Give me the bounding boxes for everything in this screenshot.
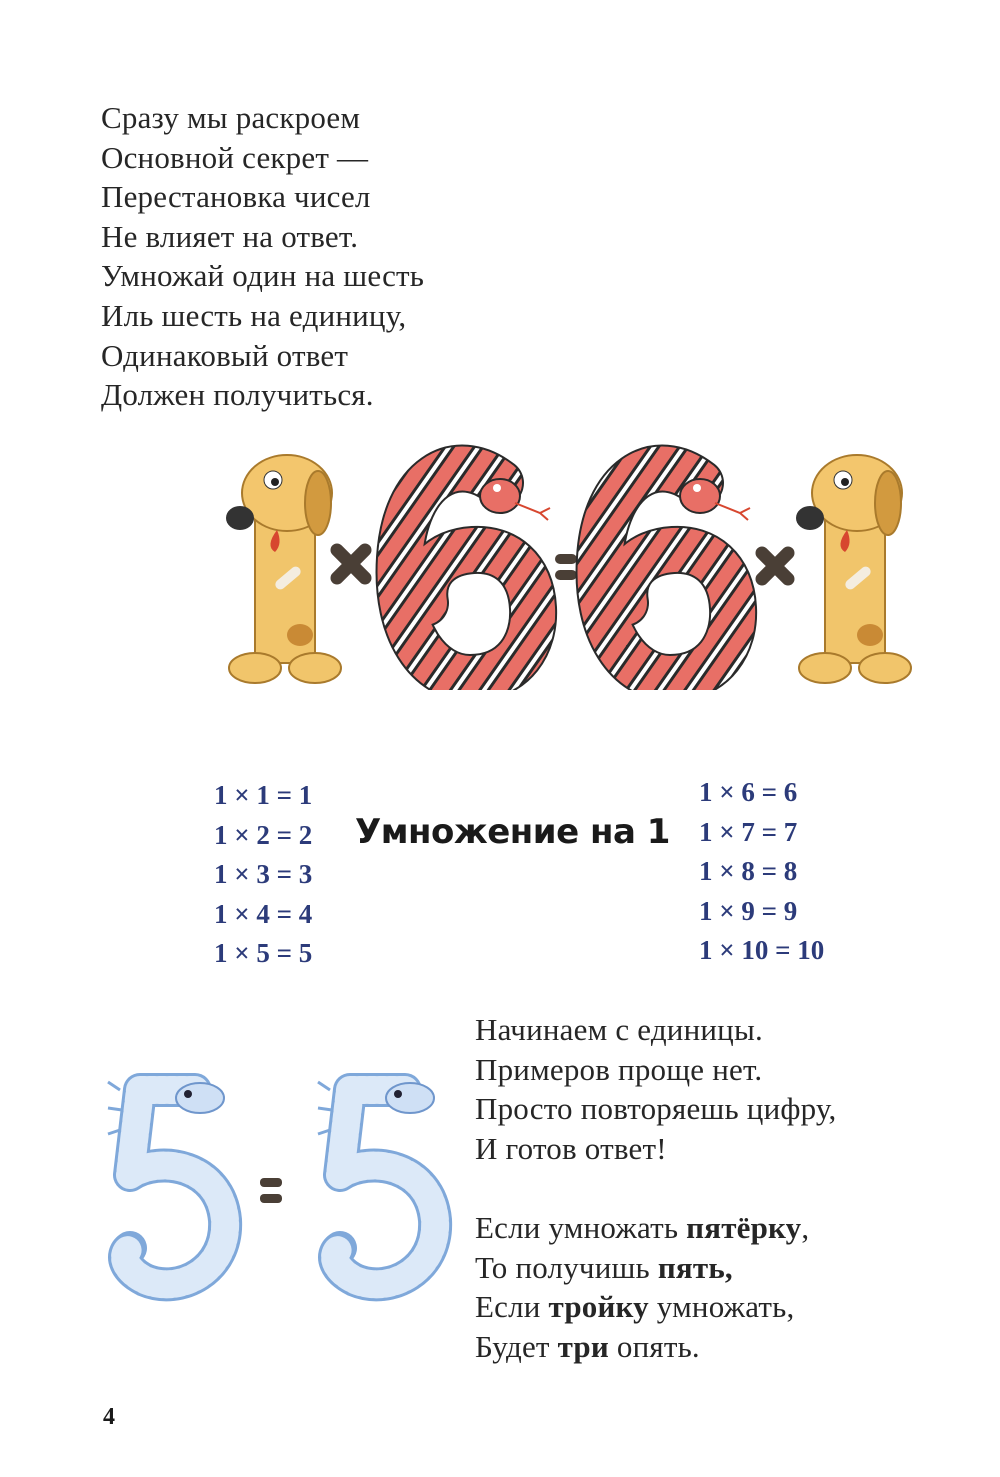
- poem-text: ,: [801, 1210, 810, 1245]
- multiplication-row: 1 × 9 = 9: [699, 895, 798, 926]
- multiplication-row: 1 × 6 = 6: [699, 777, 798, 807]
- poem-line: Сразу мы раскроем: [101, 100, 361, 135]
- poem-emphasis: тройку: [548, 1289, 649, 1325]
- poem-line: Примеров проще нет.: [475, 1051, 763, 1087]
- multiplication-row: 1 × 5 = 5: [214, 938, 313, 969]
- poem-text: Если: [475, 1289, 549, 1325]
- equals-sign-icon: [555, 554, 577, 580]
- poem-text: умножать,: [648, 1289, 795, 1325]
- five-equals-five-illustration: [100, 1070, 460, 1310]
- poem-line: Умножай один на шесть: [101, 258, 425, 294]
- multiplication-list-right: [699, 773, 824, 971]
- multiplication-row: 1 × 4 = 4: [214, 898, 313, 929]
- poem-bottom: [475, 1208, 809, 1366]
- multiply-sign-icon: [337, 550, 365, 578]
- poem-line: Должен получиться.: [101, 377, 374, 413]
- multiplication-row: 1 × 10 = 10: [699, 935, 825, 966]
- poem-line: Основной секрет —: [101, 139, 369, 175]
- poem-line: [475, 1208, 809, 1248]
- multiplication-row: 1 × 8 = 8: [699, 856, 798, 887]
- snake-six-icon: [400, 469, 550, 678]
- table-title: Умножение на 1: [355, 812, 670, 852]
- poem-top: [101, 98, 424, 415]
- poem-line: Начинаем с единицы.: [475, 1012, 763, 1047]
- poem-line: [475, 1248, 809, 1288]
- multiply-sign-icon: [762, 553, 788, 579]
- poem-line: [475, 1327, 809, 1367]
- equation-illustration: [215, 438, 920, 690]
- dog-one-icon: [226, 455, 341, 683]
- snake-six-icon: [600, 469, 750, 678]
- multiplication-row: 1 × 3 = 3: [214, 859, 313, 890]
- multiplication-row: 1 × 7 = 7: [699, 816, 798, 847]
- page-number: 4: [103, 1404, 115, 1430]
- poem-line: [475, 1287, 809, 1327]
- equals-sign-icon: [260, 1178, 282, 1203]
- poem-line: Перестановка чисел: [101, 179, 371, 215]
- seahorse-five-icon: [108, 1082, 225, 1284]
- poem-line: И готов ответ!: [475, 1130, 667, 1166]
- poem-text: опять.: [608, 1328, 700, 1364]
- poem-line: Не влияет на ответ.: [101, 218, 359, 254]
- poem-middle: [475, 1010, 836, 1168]
- poem-emphasis: три: [557, 1328, 609, 1364]
- poem-emphasis: пять,: [657, 1249, 733, 1285]
- seahorse-five-icon: [318, 1082, 435, 1284]
- poem-line: Просто повторяешь цифру,: [475, 1091, 837, 1127]
- dog-one-icon: [796, 455, 911, 683]
- poem-text: Если умножать: [475, 1210, 687, 1245]
- poem-line: Иль шесть на единицу,: [101, 297, 407, 333]
- multiplication-row: 1 × 2 = 2: [214, 819, 313, 850]
- poem-text: Будет: [475, 1328, 558, 1364]
- poem-text: То получишь: [475, 1249, 658, 1285]
- multiplication-list-left: [214, 776, 312, 974]
- poem-emphasis: пятёрку: [686, 1210, 802, 1245]
- poem-line: Одинаковый ответ: [101, 337, 349, 373]
- multiplication-row: 1 × 1 = 1: [214, 780, 313, 810]
